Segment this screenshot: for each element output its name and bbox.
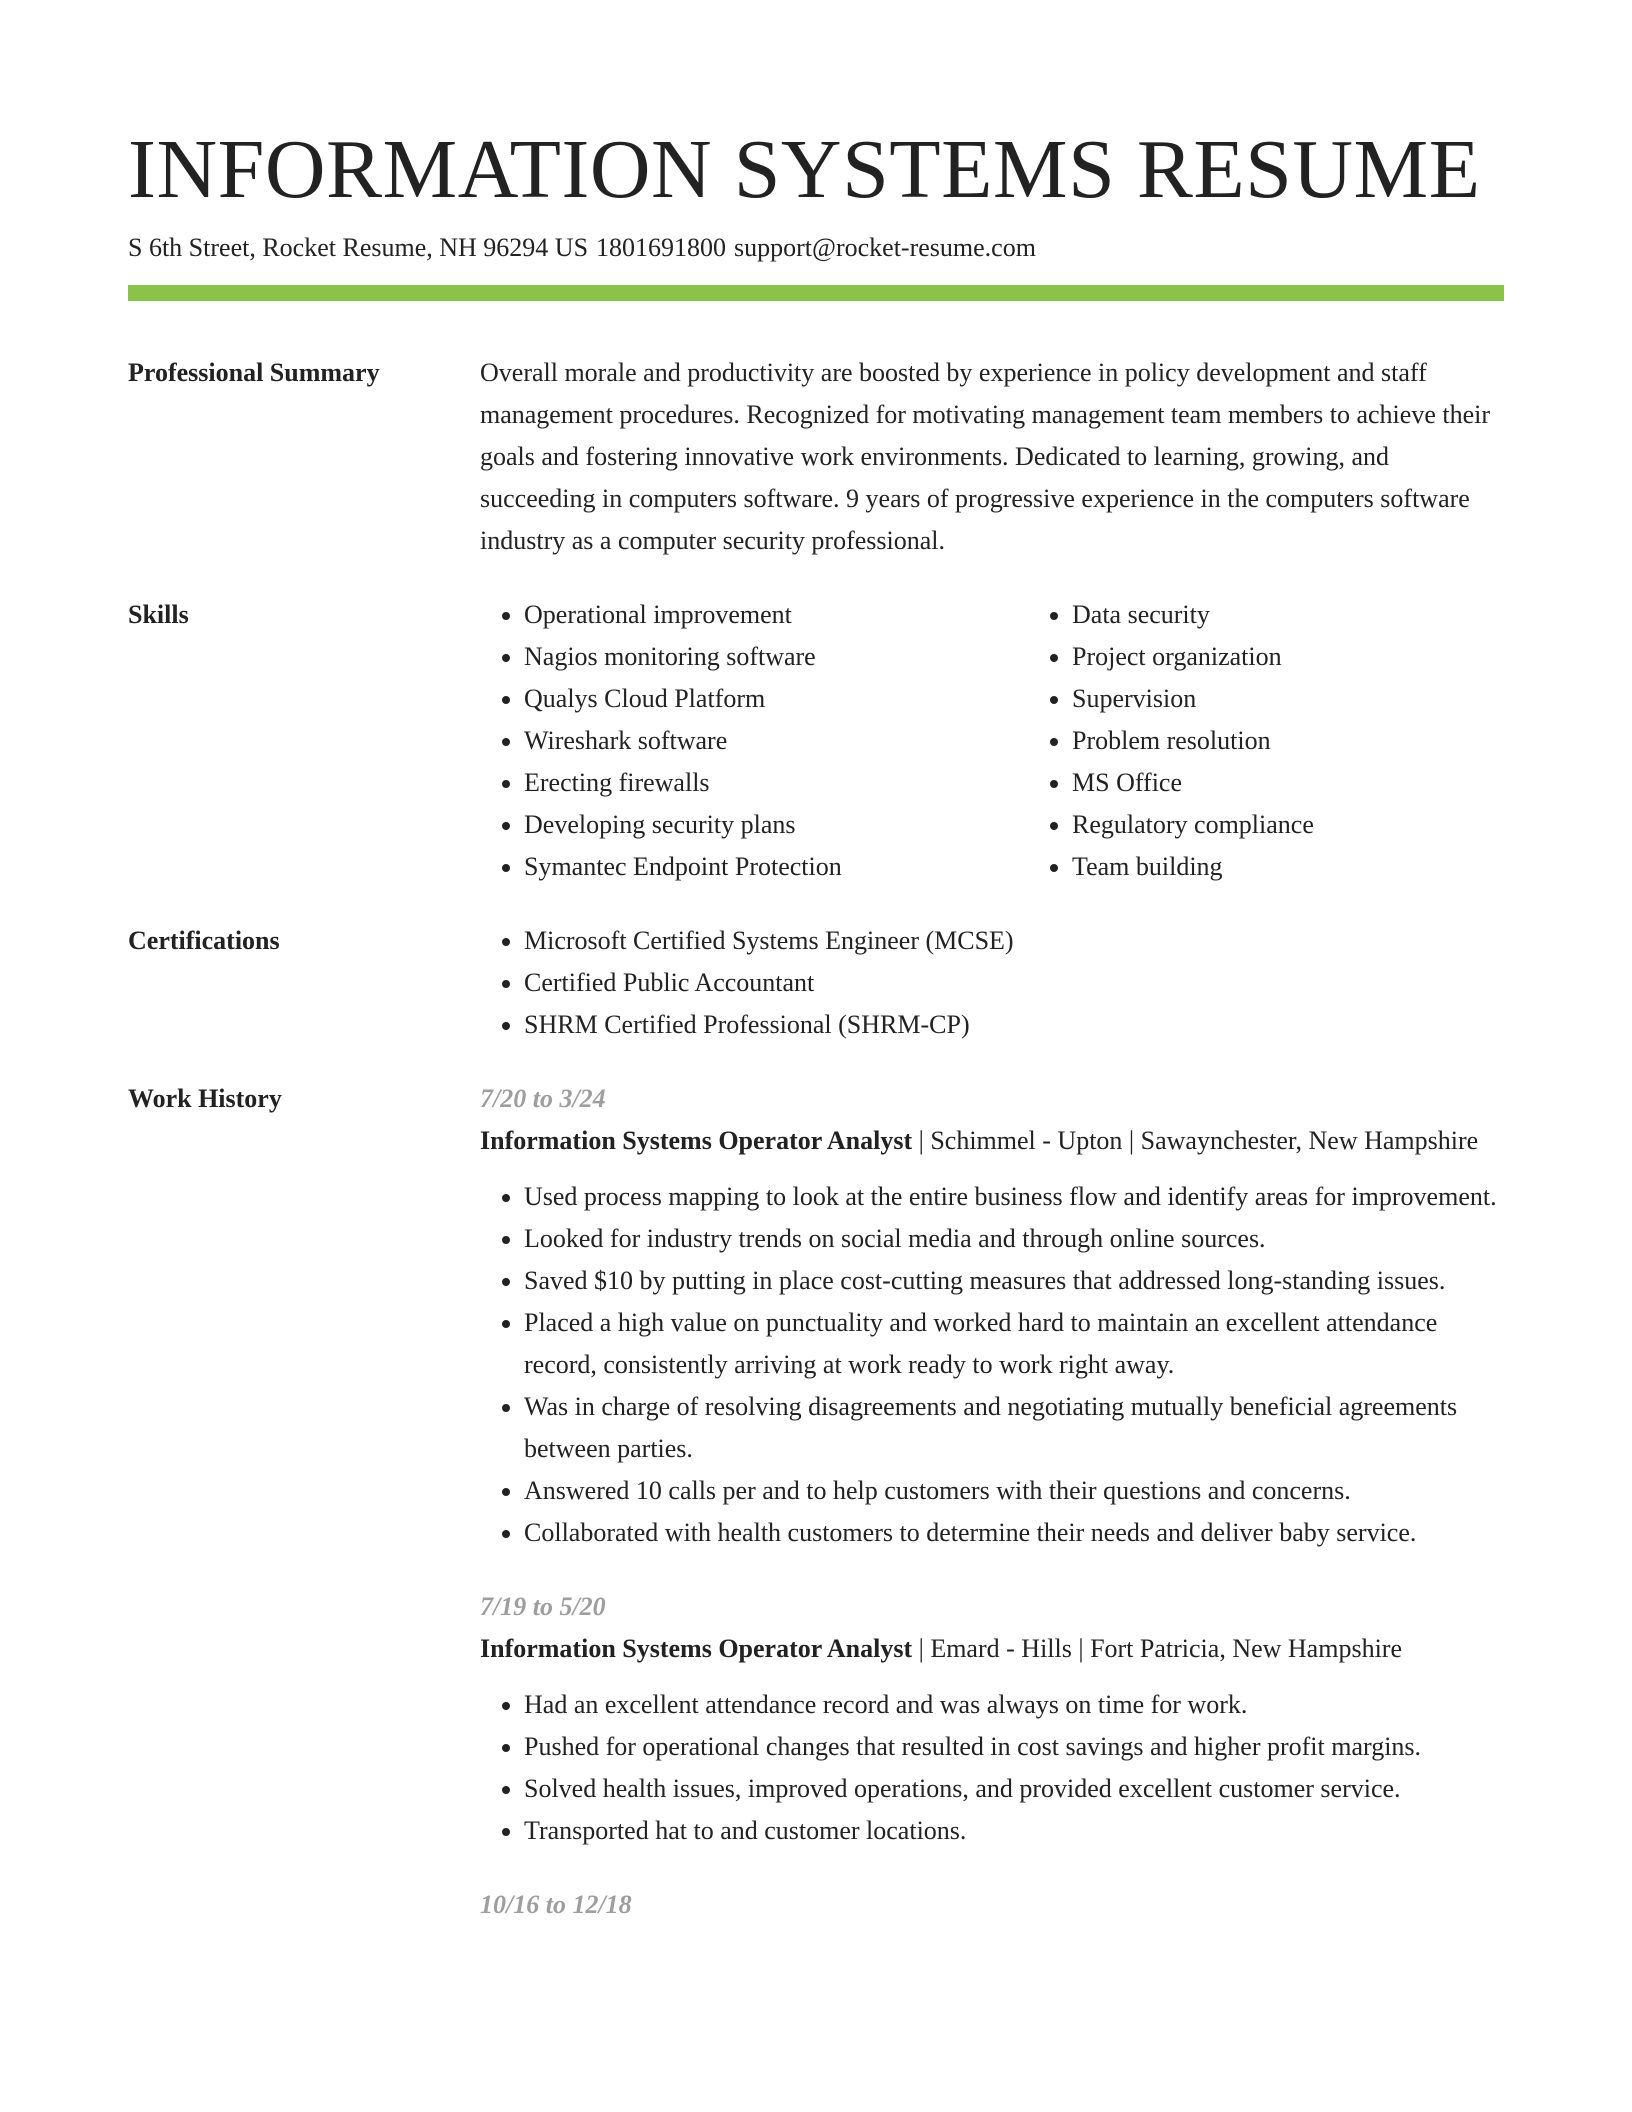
skill-item: • Operational improvement: [524, 594, 1028, 636]
summary-label: Professional Summary: [128, 358, 380, 387]
job-entry: [480, 1078, 1504, 1554]
skill-item: • Project organization: [1072, 636, 1576, 678]
header-divider: [128, 285, 1504, 301]
resume-title: INFORMATION SYSTEMS RESUME: [128, 123, 1481, 216]
job-details: | Schimmel - Upton | Sawaynchester, New Hampshire: [912, 1126, 1479, 1155]
job-heading: [480, 1120, 1504, 1162]
contact-line: [128, 230, 1036, 266]
job-bullet: • Collaborated with health customers to determine their needs and deliver baby service.: [524, 1512, 1504, 1554]
job-bullet: • Pushed for operational changes that resulted in cost savings and higher profit margins.: [524, 1726, 1504, 1768]
certifications-list: [480, 920, 1504, 1046]
job-bullet: • Used process mapping to look at the entire business flow and identify areas for improvement.: [524, 1176, 1504, 1218]
job-bullet: • Answered 10 calls per and to help customers with their questions and concerns.: [524, 1470, 1504, 1512]
skill-item: • Data security: [1072, 594, 1576, 636]
job-dates: 10/16 to 12/18: [480, 1890, 632, 1919]
job-details: | Emard - Hills | Fort Patricia, New Hampshire: [912, 1634, 1402, 1663]
skill-item: • Regulatory compliance: [1072, 804, 1576, 846]
work-history-label: Work History: [128, 1084, 282, 1113]
skill-item: • MS Office: [1072, 762, 1576, 804]
skill-item: • Nagios monitoring software: [524, 636, 1028, 678]
skills-list-right: [1028, 594, 1576, 888]
skill-item: • Symantec Endpoint Protection: [524, 846, 1028, 888]
job-entry: [480, 1586, 1504, 1852]
contact-email: support@rocket-resume.com: [734, 233, 1036, 262]
summary-section: [128, 352, 1504, 562]
certification-item: • Microsoft Certified Systems Engineer (MCSE): [524, 920, 1504, 962]
contact-address: S 6th Street, Rocket Resume, NH 96294 US: [128, 233, 589, 262]
certifications-label: Certifications: [128, 926, 280, 955]
job-dates: 7/20 to 3/24: [480, 1084, 606, 1113]
job-bullet: • Had an excellent attendance record and was always on time for work.: [524, 1684, 1504, 1726]
certification-item: • SHRM Certified Professional (SHRM-CP): [524, 1004, 1504, 1046]
skill-item: • Supervision: [1072, 678, 1576, 720]
job-bullet: • Looked for industry trends on social media and through online sources.: [524, 1218, 1504, 1260]
skill-item: • Qualys Cloud Platform: [524, 678, 1028, 720]
summary-text: Overall morale and productivity are boosted by experience in policy development and staff management procedures. Recognized for motivating management team members to achieve their goals and fostering innovative work environments. Dedicated to learning, growing, and succeeding in computers software. 9 years of progressive experience in the computers software industry as a computer security professional.: [480, 358, 1491, 555]
skills-section: [128, 594, 1504, 888]
job-title: Information Systems Operator Analyst: [480, 1634, 913, 1663]
job-bullet: • Was in charge of resolving disagreements and negotiating mutually beneficial agreements between parties.: [524, 1386, 1504, 1470]
work-history-section: [128, 1078, 1504, 1926]
job-dates: 7/19 to 5/20: [480, 1592, 606, 1621]
skill-item: • Developing security plans: [524, 804, 1028, 846]
job-bullets: [480, 1176, 1504, 1554]
certification-item: • Certified Public Accountant: [524, 962, 1504, 1004]
certifications-section: [128, 920, 1504, 1046]
job-entry: [480, 1884, 1504, 1926]
job-bullet: • Solved health issues, improved operations, and provided excellent customer service.: [524, 1768, 1504, 1810]
job-title: Information Systems Operator Analyst: [480, 1126, 913, 1155]
job-bullet: • Placed a high value on punctuality and worked hard to maintain an excellent attendance record, consistently arriving at work ready to work right away.: [524, 1302, 1504, 1386]
skills-list-left: [480, 594, 1028, 888]
skills-label: Skills: [128, 600, 189, 629]
skill-item: • Wireshark software: [524, 720, 1028, 762]
skill-item: • Erecting firewalls: [524, 762, 1028, 804]
job-bullet: • Saved $10 by putting in place cost-cutting measures that addressed long-standing issues.: [524, 1260, 1504, 1302]
job-bullet: • Transported hat to and customer locations.: [524, 1810, 1504, 1852]
skill-item: • Problem resolution: [1072, 720, 1576, 762]
contact-phone: 1801691800: [596, 233, 727, 262]
skill-item: • Team building: [1072, 846, 1576, 888]
resume-content: [128, 352, 1504, 1958]
job-bullets: [480, 1684, 1504, 1852]
job-heading: [480, 1628, 1504, 1670]
